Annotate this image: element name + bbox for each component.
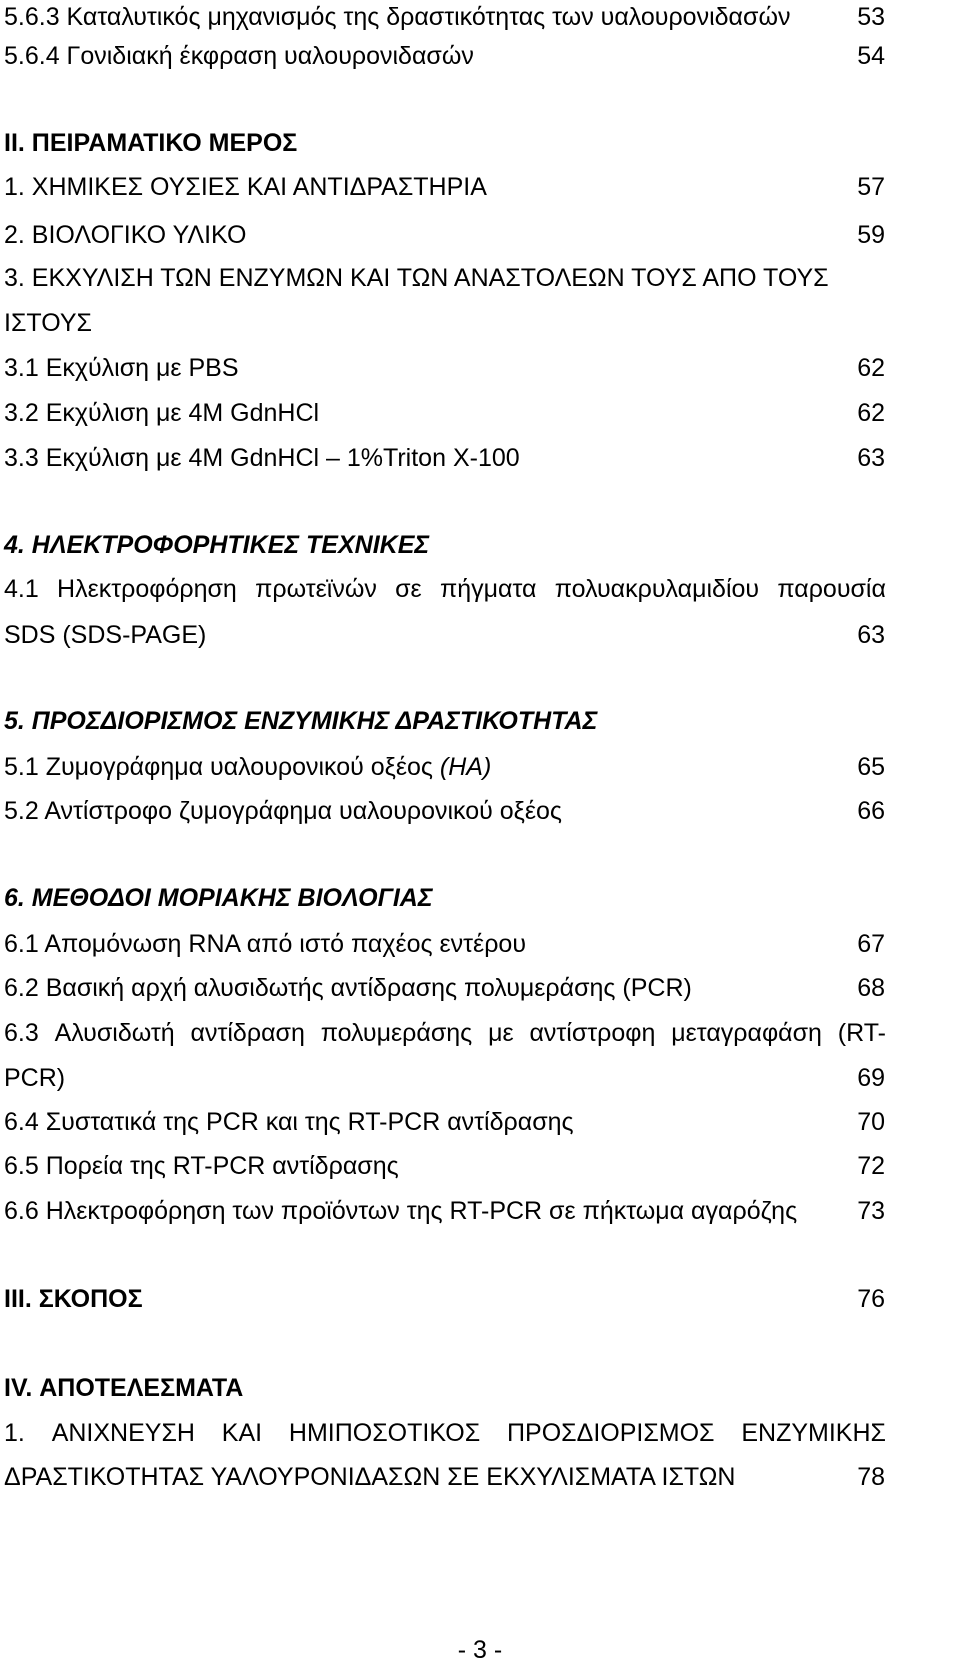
toc-entry-5-2: 5.2 Αντίστροφο ζυμογράφημα υαλουρονικού οξέος — [4, 797, 562, 825]
toc-entry-6-5: 6.5 Πορεία της RT-PCR αντίδρασης — [4, 1152, 399, 1180]
toc-entry-6-3-line1 — [4, 1018, 886, 1048]
page-number-4-1: 63 — [857, 621, 885, 649]
word: 1. — [4, 1419, 25, 1447]
word: με — [488, 1019, 514, 1047]
toc-entry-3-1: 3.1 Εκχύλιση με PBS — [4, 354, 239, 382]
toc-entry-6-1: 6.1 Απομόνωση RNA από ιστό παχέος εντέρου — [4, 930, 526, 958]
page-number-6-3: 69 — [857, 1064, 885, 1092]
word: πρωτεϊνών — [255, 575, 377, 603]
page-number-3-1: 62 — [857, 354, 885, 382]
word: Ηλεκτροφόρηση — [57, 575, 237, 603]
part-heading-3: III. ΣΚΟΠΟΣ — [4, 1285, 143, 1313]
toc-entry-3-2: 3.2 Εκχύλιση με 4M GdnHCl — [4, 399, 320, 427]
section-heading-5: 5. ΠΡΟΣΔΙΟΡΙΣΜΟΣ ΕΝΖΥΜΙΚΗΣ ΔΡΑΣΤΙΚΟΤΗΤΑΣ — [4, 707, 598, 735]
word: ΑΝΙΧΝΕΥΣΗ — [51, 1419, 195, 1447]
page-number-6-2: 68 — [857, 974, 885, 1002]
page-number-2: 59 — [857, 221, 885, 249]
word: πολυακρυλαμιδίου — [554, 575, 760, 603]
page-number-1: 57 — [857, 173, 885, 201]
word: 6.3 — [4, 1019, 39, 1047]
toc-entry-3-3: 3.3 Εκχύλιση με 4M GdnHCl – 1%Triton X-100 — [4, 444, 520, 472]
toc-entry-r1-line2: ΔΡΑΣΤΙΚΟΤΗΤΑΣ ΥΑΛΟΥΡΟΝΙΔΑΣΩΝ ΣΕ ΕΚΧΥΛΙΣΜΑΤΑ ΙΣΤΩΝ — [4, 1463, 736, 1491]
part-heading-4: IV. ΑΠΟΤΕΛΕΣΜΑΤΑ — [4, 1374, 244, 1402]
toc-entry-2: 2. ΒΙΟΛΟΓΙΚΟ ΥΛΙΚΟ — [4, 221, 247, 249]
toc-entry-1: 1. ΧΗΜΙΚΕΣ ΟΥΣΙΕΣ ΚΑΙ ΑΝΤΙΔΡΑΣΤΗΡΙΑ — [4, 173, 487, 201]
page-number-5-1: 65 — [857, 753, 885, 781]
toc-entry-5-6-4: 5.6.4 Γονιδιακή έκφραση υαλουρονιδασών — [4, 42, 474, 70]
word: πολυμεράσης — [320, 1019, 473, 1047]
toc-entry-6-2: 6.2 Βασική αρχή αλυσιδωτής αντίδρασης πολυμεράσης (PCR) — [4, 974, 692, 1002]
page-number-5-2: 66 — [857, 797, 885, 825]
word: ΕΝΖΥΜΙΚΗΣ — [741, 1419, 886, 1447]
word: παρουσία — [777, 575, 886, 603]
word: 4.1 — [4, 575, 39, 603]
part-heading-2: II. ΠΕΙΡΑΜΑΤΙΚΟ ΜΕΡΟΣ — [4, 129, 298, 157]
word: μεταγραφάση — [671, 1019, 822, 1047]
page-number-5-6-4: 54 — [857, 42, 885, 70]
toc-entry-3-line1: 3. ΕΚΧΥΛΙΣΗ ΤΩΝ ΕΝΖΥΜΩΝ ΚΑΙ ΤΩΝ ΑΝΑΣΤΟΛΕΩΝ ΤΟΥΣ ΑΠΟ ΤΟΥΣ — [4, 264, 829, 292]
page-number-6-4: 70 — [857, 1108, 885, 1136]
word: αντίδραση — [190, 1019, 305, 1047]
section-heading-6: 6. ΜΕΘΟΔΟΙ ΜΟΡΙΑΚΗΣ ΒΙΟΛΟΓΙΑΣ — [4, 884, 433, 912]
toc-entry-r1-line1 — [4, 1418, 886, 1448]
page-number-5-6-3: 53 — [857, 3, 885, 31]
page-number-6-5: 72 — [857, 1152, 885, 1180]
toc-entry-5-1 — [4, 752, 491, 782]
word: πήγματα — [439, 575, 537, 603]
toc-entry-6-4: 6.4 Συστατικά της PCR και της RT-PCR αντίδρασης — [4, 1108, 574, 1136]
toc-entry-3-line2: ΙΣΤΟΥΣ — [4, 309, 92, 337]
word: (RT- — [837, 1019, 886, 1047]
toc-entry-5-6-3: 5.6.3 Καταλυτικός μηχανισμός της δραστικότητας των υαλουρονιδασών — [4, 3, 791, 31]
word: ΗΜΙΠΟΣΟΤΙΚΟΣ — [288, 1419, 481, 1447]
entry-abbreviation: (HA) — [439, 753, 492, 781]
page-number-part-3: 76 — [857, 1285, 885, 1313]
word: ΚΑΙ — [221, 1419, 263, 1447]
page-number-r1: 78 — [857, 1463, 885, 1491]
word: Αλυσιδωτή — [54, 1019, 175, 1047]
page-footer-number: - 3 - — [457, 1636, 503, 1664]
section-heading-4: 4. ΗΛΕΚΤΡΟΦΟΡΗΤΙΚΕΣ ΤΕΧΝΙΚΕΣ — [4, 531, 430, 559]
page-number-6-1: 67 — [857, 930, 885, 958]
entry-text: 5.1 Ζυμογράφημα υαλουρονικού οξέος — [4, 753, 433, 781]
toc-entry-6-3-line2: PCR) — [4, 1064, 66, 1092]
word: σε — [395, 575, 422, 603]
page-number-6-6: 73 — [857, 1197, 885, 1225]
word: ΠΡΟΣΔΙΟΡΙΣΜΟΣ — [506, 1419, 715, 1447]
page-number-3-2: 62 — [857, 399, 885, 427]
word: αντίστροφη — [529, 1019, 656, 1047]
toc-entry-4-1-line1 — [4, 574, 886, 604]
toc-entry-4-1-line2: SDS (SDS-PAGE) — [4, 621, 207, 649]
toc-entry-6-6: 6.6 Ηλεκτροφόρηση των προϊόντων της RT-PCR σε πήκτωμα αγαρόζης — [4, 1197, 798, 1225]
page-number-3-3: 63 — [857, 444, 885, 472]
